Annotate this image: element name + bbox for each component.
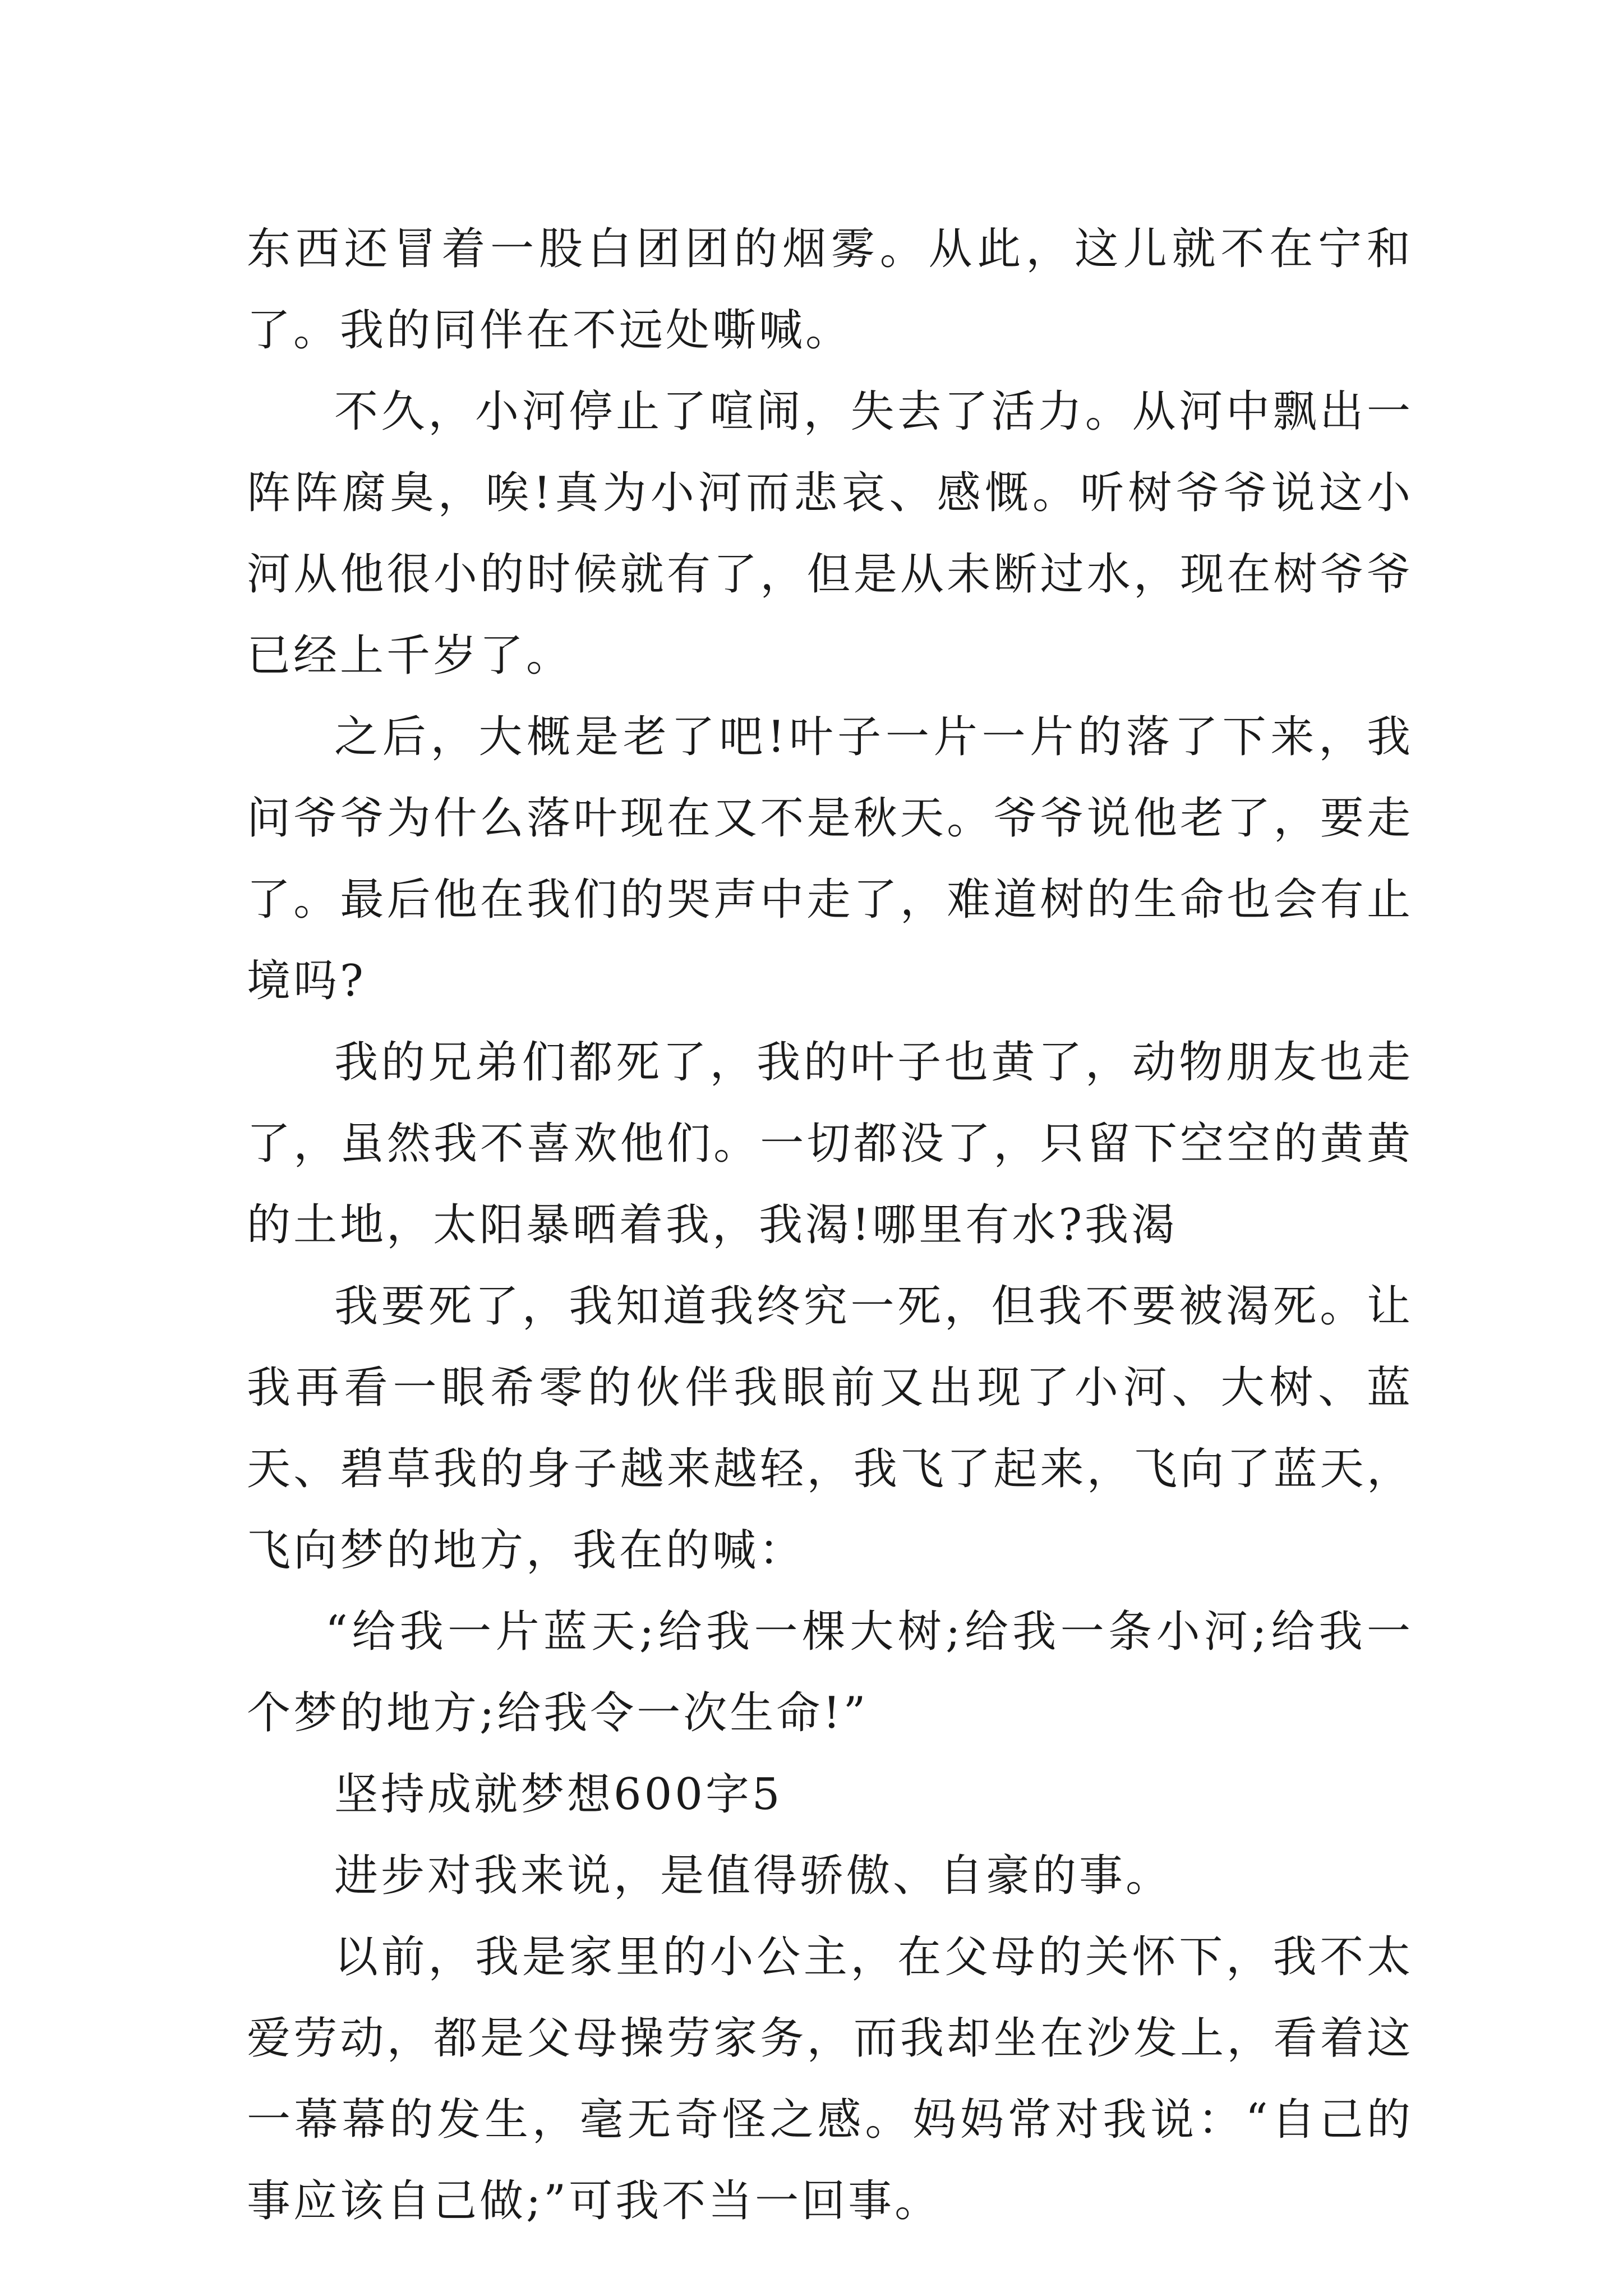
paragraph-1: 东西还冒着一股白团团的烟雾。从此，这儿就不在宁和了。我的同伴在不远处嘶喊。 <box>247 224 1413 356</box>
paragraph-3: 之后，大概是老了吧!叶子一片一片的落了下来，我问爷爷为什么落叶现在又不是秋天。爷爷说他老了，要走了。最后他在我们的哭声中走了，难道树的生命也会有止境吗? <box>247 712 1413 1006</box>
paragraph-6: 进步对我来说，是值得骄傲、自豪的事。 <box>334 1851 1173 1901</box>
paragraph-2: 不久，小河停止了喧闹，失去了活力。从河中飘出一阵阵腐臭，唉!真为小河而悲哀、感慨。听树爷爷说这小河从他很小的时候就有了，但是从未断过水，现在树爷爷已经上千岁了。 <box>247 386 1413 681</box>
section-heading: 坚持成就梦想600字5 <box>334 1769 783 1820</box>
paragraph-5: 我要死了，我知道我终究一死，但我不要被渴死。让我再看一眼希零的伙伴我眼前又出现了小河、大树、蓝天、碧草我的身子越来越轻，我飞了起来，飞向了蓝天，飞向梦的地方，我在的喊： <box>247 1281 1413 1576</box>
document-body <box>247 209 1413 2242</box>
paragraph-7: 以前，我是家里的小公主，在父母的关怀下，我不太爱劳动，都是父母操劳家务，而我却坐在沙发上，看着这一幕幕的发生，毫无奇怪之感。妈妈常对我说：“自己的事应该自己做;”可我不当一回事。 <box>247 1932 1413 2226</box>
quote-paragraph: “给我一片蓝天;给我一棵大树;给我一条小河;给我一个梦的地方;给我令一次生命!” <box>247 1607 1413 1738</box>
paragraph-4: 我的兄弟们都死了，我的叶子也黄了，动物朋友也走了，虽然我不喜欢他们。一切都没了，只留下空空的黄黄的土地，太阳暴晒着我，我渴!哪里有水?我渴 <box>247 1037 1413 1250</box>
